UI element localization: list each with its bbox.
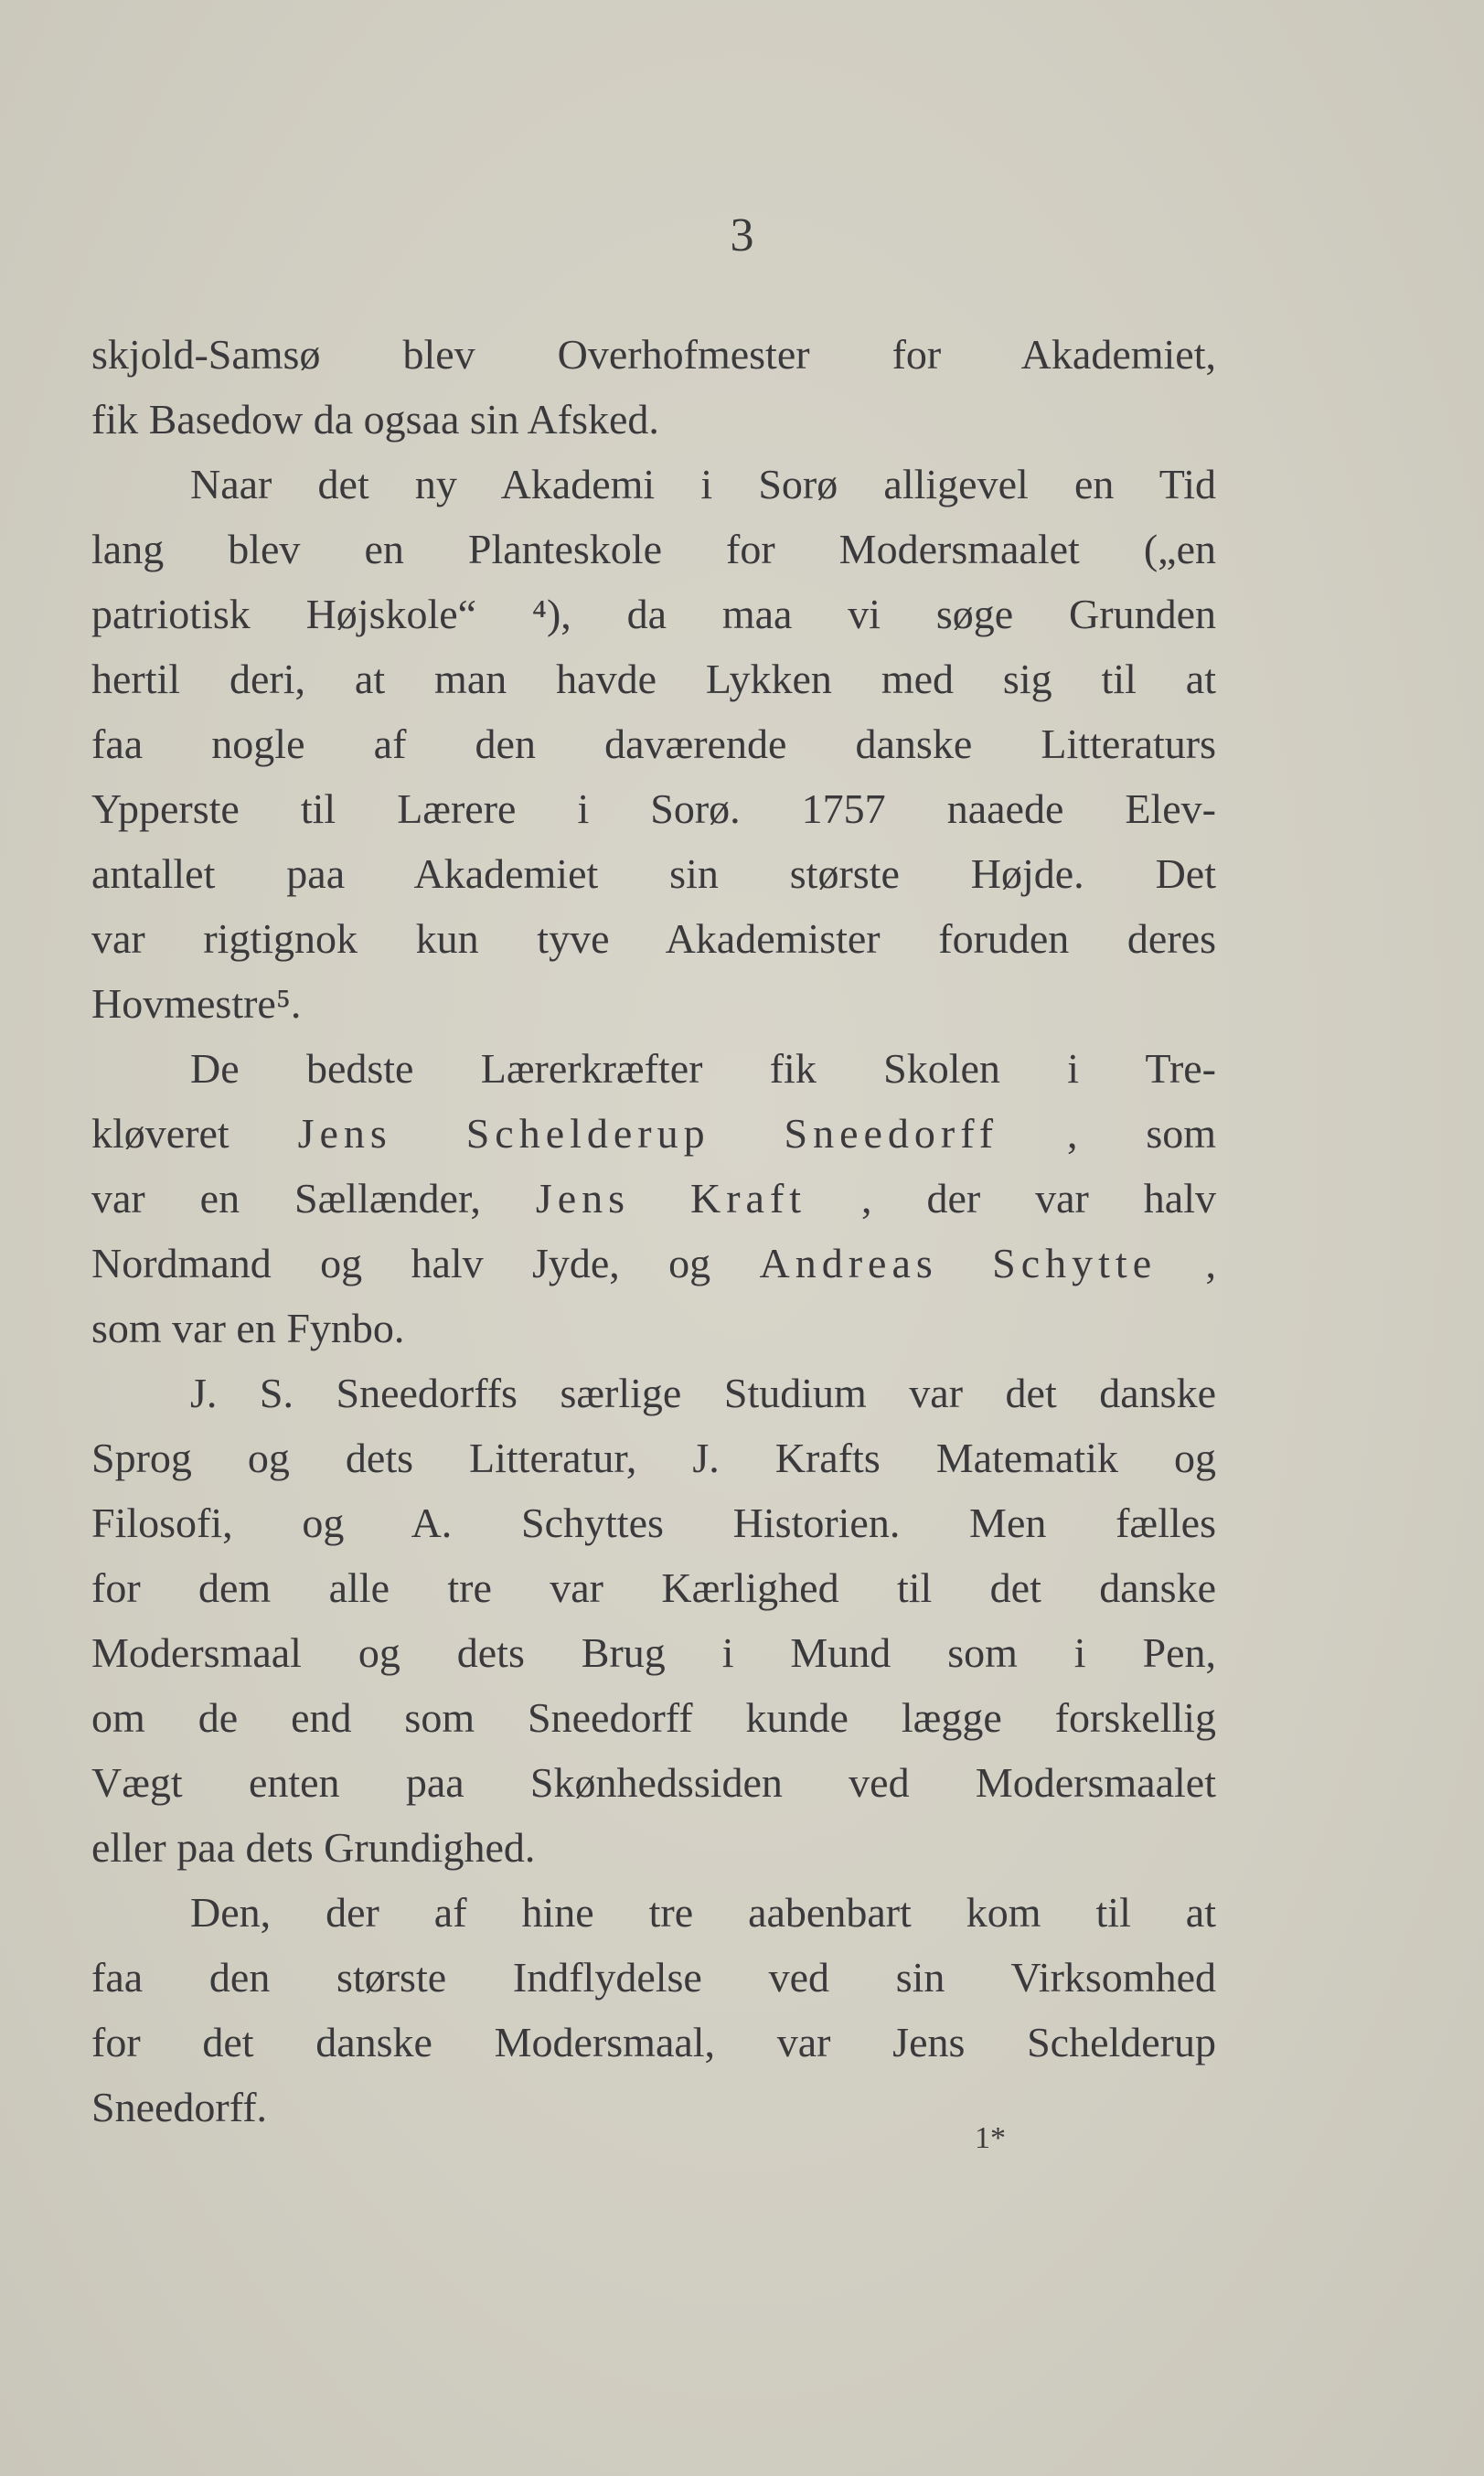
text-segment: var en Sællænder, xyxy=(91,1175,536,1222)
page-number: 3 xyxy=(730,209,754,261)
text-segment: , som xyxy=(1066,1110,1216,1157)
text-line: patriotisk Højskole“ ⁴), da maa vi søge Grunden xyxy=(91,591,1216,637)
text-line: Sneedorff. xyxy=(91,2084,268,2130)
text-line: for det danske Modersmaal, var Jens Schelderup xyxy=(91,2019,1216,2065)
signature-mark: 1* xyxy=(975,2121,1006,2155)
text-line: Hovmestre⁵. xyxy=(91,980,302,1027)
text-line: Vægt enten paa Skønhedssiden ved Modersmaalet xyxy=(91,1759,1216,1806)
text-segment: , der var halv xyxy=(861,1175,1216,1222)
text-segment: De bedste Lærerkræfter fik Skolen i Tre- xyxy=(190,1045,1216,1092)
text-segment: , xyxy=(1205,1240,1216,1286)
text-line: faa den største Indflydelse ved sin Virksomhed xyxy=(91,1954,1216,2001)
text-segment: som var en Fynbo. xyxy=(91,1305,405,1351)
text-line xyxy=(91,1296,1216,1361)
text-line xyxy=(91,1101,1216,1166)
text-segment: Nordmand og halv Jyde, og xyxy=(91,1240,760,1286)
spaced-name: Jens Schelderup Sneedorff xyxy=(297,1110,999,1157)
text-line xyxy=(91,1231,1216,1296)
text-line: om de end som Sneedorff kunde lægge forskellig xyxy=(91,1694,1216,1741)
text-line: Den, der af hine tre aabenbart kom til at xyxy=(190,1889,1216,1936)
text-line: var rigtignok kun tyve Akademister foruden deres xyxy=(91,915,1216,962)
text-line: skjold-Samsø blev Overhofmester for Akademiet, xyxy=(91,331,1216,378)
text-line xyxy=(91,1036,1216,1101)
text-line: for dem alle tre var Kærlighed til det danske xyxy=(91,1564,1216,1611)
text-line: lang blev en Planteskole for Modersmaalet („en xyxy=(91,526,1216,572)
text-line: fik Basedow da ogsaa sin Afsked. xyxy=(91,396,659,443)
spaced-name: Jens Kraft xyxy=(535,1175,807,1222)
body-text xyxy=(91,322,1216,2140)
text-line: Filosofi, og A. Schyttes Historien. Men fælles xyxy=(91,1499,1216,1546)
text-line: Naar det ny Akademi i Sorø alligevel en Tid xyxy=(190,461,1216,507)
text-line: Sprog og dets Litteratur, J. Krafts Matematik og xyxy=(91,1435,1216,1481)
text-line: Ypperste til Lærere i Sorø. 1757 naaede Elev- xyxy=(91,785,1216,832)
text-line: Modersmaal og dets Brug i Mund som i Pen, xyxy=(91,1629,1216,1676)
text-line xyxy=(91,1166,1216,1231)
text-line: eller paa dets Grundighed. xyxy=(91,1824,536,1871)
text-line: hertil deri, at man havde Lykken med sig til at xyxy=(91,656,1216,702)
text-line: J. S. Sneedorffs særlige Studium var det danske xyxy=(190,1370,1216,1416)
text-segment: kløveret xyxy=(91,1110,298,1157)
spaced-name: Andreas Schytte xyxy=(759,1240,1158,1286)
text-line: faa nogle af den daværende danske Litteraturs xyxy=(91,720,1216,767)
text-line: antallet paa Akademiet sin største Højde. Det xyxy=(91,850,1216,897)
